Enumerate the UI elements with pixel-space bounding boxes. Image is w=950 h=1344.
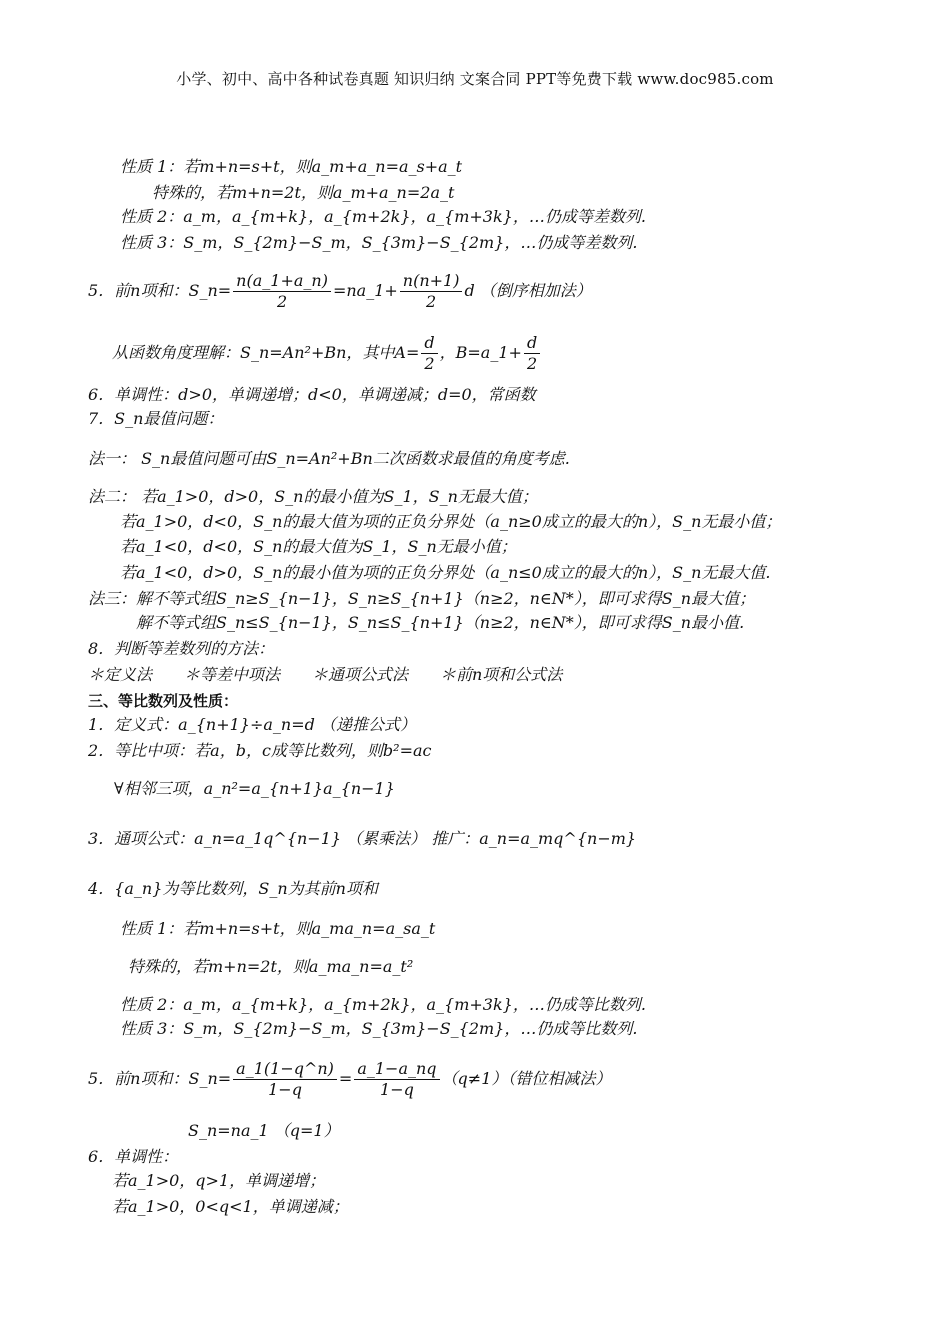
ap-sum-suffix: d （倒序相加法）: [464, 281, 592, 300]
fraction-denominator: 2: [276, 292, 288, 311]
fraction-denominator: 2: [426, 292, 437, 311]
method-3-min: 解不等式组S_n≤S_{n−1}，S_n≤S_{n+1}（n≥2，n∈N*），即可求得S_n最小值.: [136, 613, 745, 632]
gp-definition: 1．定义式：a_{n+1}÷a_n=d （递推公式）: [88, 715, 416, 734]
sn-extremum-heading: 7．S_n最值问题：: [88, 409, 224, 428]
method-3-max: 法三：解不等式组S_n≥S_{n−1}，S_n≥S_{n+1}（n≥2，n∈N*），即可求得S_n最大值；: [88, 589, 756, 608]
page-header: 小学、初中、高中各种试卷真题 知识归纳 文案合同 PPT等免费下载 www.doc985.com: [176, 70, 774, 88]
fraction-numerator: d: [421, 333, 437, 354]
method-2-case-1: 法二： 若a_1>0，d>0，S_n的最小值为S_1，S_n无最大值；: [88, 487, 538, 506]
ap-test-methods: ＊定义法 ＊等差中项法 ＊通项公式法 ＊前n项和公式法: [88, 665, 563, 684]
ap-sum-prefix: 5．前n项和：S_n=: [88, 281, 232, 300]
fraction-numerator: n(n+1): [400, 271, 463, 292]
ap-monotonicity: 6．单调性：d>0，单调递增；d<0，单调递减；d=0，常函数: [88, 385, 536, 404]
fraction-numerator: a_1(1−q^n): [233, 1059, 337, 1080]
function-view-fraction-1: [421, 333, 437, 374]
ap-sum-function-view: [112, 332, 542, 374]
gp-property-2: 性质 2：a_m，a_{m+k}，a_{m+2k}，a_{m+3k}，…仍成等比数列.: [120, 995, 646, 1014]
gp-sequence-intro: 4．{a_n}为等比数列，S_n为其前n项和: [88, 879, 378, 898]
function-view-mid: ，B=a_1+: [439, 343, 522, 362]
method-2-case-4: 若a_1<0，d>0，S_n的最小值为项的正负分界处（a_n≤0成立的最大的n），S_n无最大值.: [120, 563, 771, 582]
fraction-denominator: 1−q: [380, 1080, 414, 1099]
gp-sum-prefix: 5．前n项和：S_n=: [88, 1069, 232, 1088]
fraction-numerator: d: [524, 333, 540, 354]
ap-property-1-special: 特殊的，若m+n=2t，则a_m+a_n=2a_t: [152, 183, 455, 202]
ap-property-3: 性质 3：S_m，S_{2m}−S_m，S_{3m}−S_{2m}，…仍成等差数列.: [120, 233, 638, 252]
gp-property-1-special: 特殊的，若m+n=2t，则a_ma_n=a_t²: [128, 957, 414, 976]
gp-sum-formula: [88, 1058, 611, 1100]
fraction-denominator: 2: [526, 354, 538, 373]
gp-sum-mid: =: [338, 1069, 353, 1088]
fraction-denominator: 1−q: [268, 1080, 302, 1099]
ap-property-2: 性质 2：a_m，a_{m+k}，a_{m+2k}，a_{m+3k}，…仍成等差数列.: [120, 207, 646, 226]
gp-property-3: 性质 3：S_m，S_{2m}−S_m，S_{3m}−S_{2m}，…仍成等比数列.: [120, 1019, 638, 1038]
gp-sum-fraction-1: [233, 1059, 337, 1100]
ap-sum-fraction-2: [400, 271, 463, 312]
ap-sum-formula: [88, 270, 592, 312]
gp-general-term: 3．通项公式：a_n=a_1q^{n−1} （累乘法） 推广：a_n=a_mq^{n−m}: [88, 829, 637, 848]
fraction-denominator: 2: [424, 354, 435, 373]
method-2-case-2: 若a_1>0，d<0，S_n的最大值为项的正负分界处（a_n≥0成立的最大的n），S_n无最小值；: [120, 512, 782, 531]
function-view-fraction-2: [524, 333, 540, 374]
gp-sum-q-equals-1: S_n=na_1 （q=1）: [188, 1121, 340, 1140]
fraction-numerator: n(a_1+a_n): [233, 271, 331, 292]
gp-section-heading: 三、等比数列及性质：: [88, 692, 239, 710]
ap-test-heading: 8．判断等差数列的方法：: [88, 639, 275, 658]
function-view-prefix: 从函数角度理解：S_n=An²+Bn，其中A=: [112, 343, 420, 362]
gp-property-1: 性质 1：若m+n=s+t，则a_ma_n=a_sa_t: [120, 919, 436, 938]
gp-sum-fraction-2: [354, 1059, 439, 1100]
gp-geometric-mean: 2．等比中项：若a，b，c成等比数列，则b²=ac: [88, 741, 432, 760]
gp-adjacent-terms: ∀相邻三项，a_n²=a_{n+1}a_{n−1}: [114, 779, 395, 798]
method-1: 法一： S_n最值问题可由S_n=An²+Bn二次函数求最值的角度考虑.: [88, 449, 570, 468]
gp-monotonicity-case-1: 若a_1>0，q>1，单调递增；: [112, 1171, 326, 1190]
gp-monotonicity-case-2: 若a_1>0，0<q<1，单调递减；: [112, 1197, 349, 1216]
method-2-case-3: 若a_1<0，d<0，S_n的最大值为S_1，S_n无最小值；: [120, 537, 517, 556]
ap-sum-fraction-1: [233, 271, 331, 312]
gp-monotonicity-heading: 6．单调性：: [88, 1147, 179, 1166]
fraction-numerator: a_1−a_nq: [354, 1059, 439, 1080]
ap-sum-mid: =na_1+: [332, 281, 398, 300]
gp-sum-suffix: （q≠1）（错位相减法）: [441, 1069, 612, 1088]
ap-property-1: 性质 1：若m+n=s+t，则a_m+a_n=a_s+a_t: [120, 157, 463, 176]
